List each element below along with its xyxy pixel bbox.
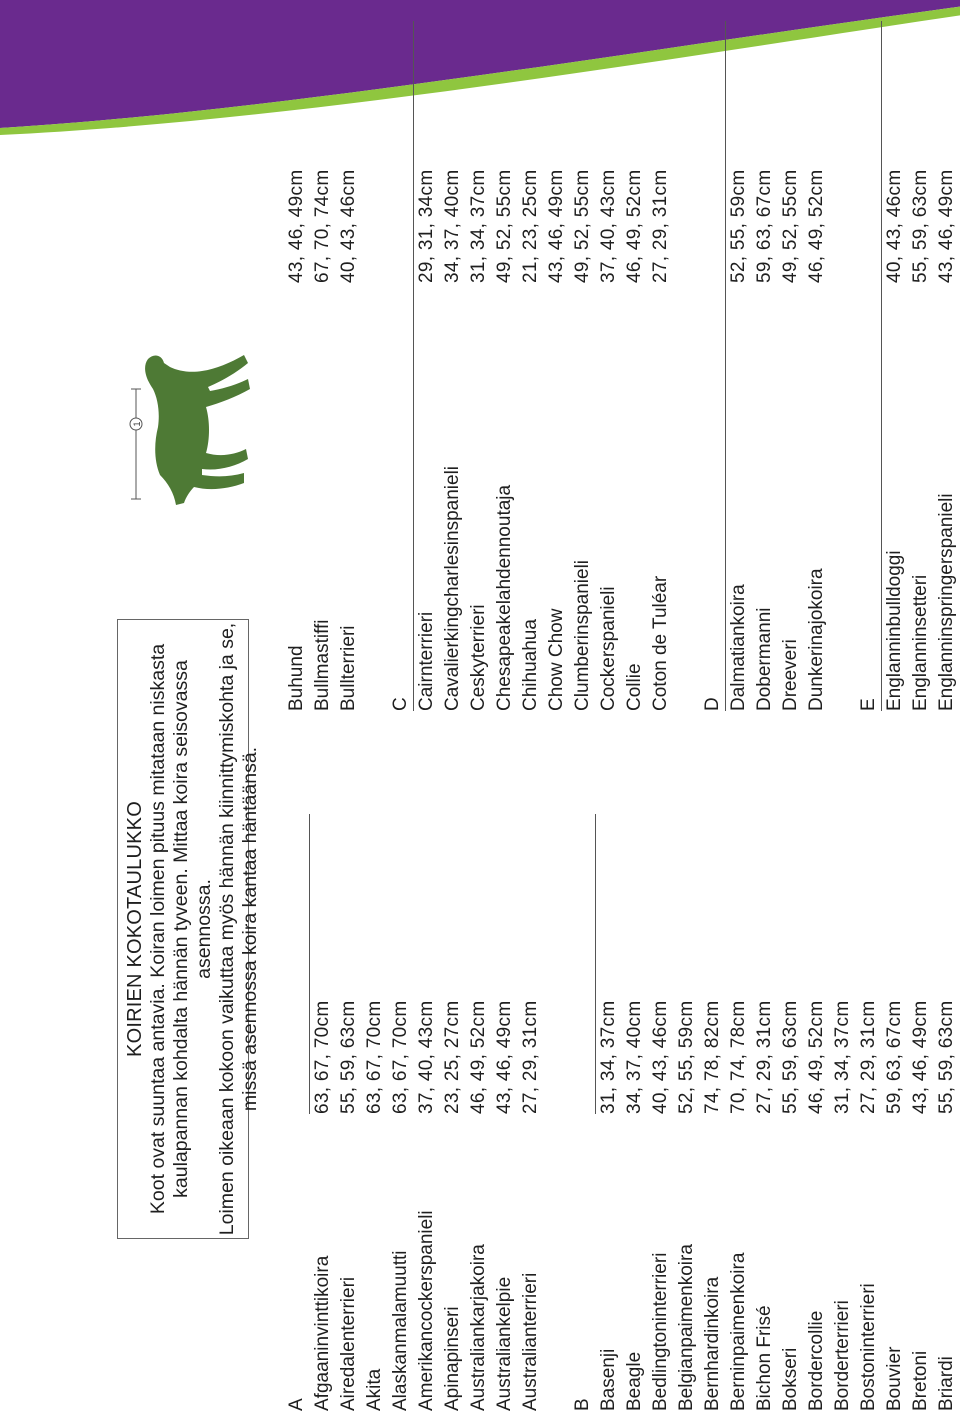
breed-name: Dobermanni (754, 607, 775, 711)
breed-row (518, 11, 544, 711)
breed-name: Cavalierkingcharlesinspanieli (442, 465, 463, 711)
info-box (117, 619, 261, 1239)
breed-name: Chihuahua (520, 619, 541, 711)
breed-row (830, 711, 856, 1411)
breed-size: 49, 52, 55cm (780, 169, 801, 283)
breed-name: Englanninspringerspanieli (936, 493, 957, 711)
breed-size: 46, 49, 52cm (806, 169, 827, 283)
breed-name: Bernhardinkoira (702, 1276, 723, 1411)
spacer (830, 11, 856, 711)
breed-size: 21, 23, 25cm (520, 169, 541, 283)
breed-size: 46, 49, 52cm (624, 169, 645, 283)
breed-size: 63, 67, 70cm (364, 1000, 385, 1114)
breed-row (596, 11, 622, 711)
spacer (544, 711, 570, 1411)
breed-name: Alaskanmalamuutti (390, 1250, 411, 1411)
breed-size: 74, 78, 82cm (702, 1000, 723, 1114)
breed-row (336, 11, 362, 711)
breed-size: 27, 29, 31cm (520, 1000, 541, 1114)
breed-row (934, 711, 960, 1411)
breed-row (310, 11, 336, 711)
breed-name: Bedlingtoninterrieri (650, 1252, 671, 1411)
breed-name: Dunkerinajokoira (806, 568, 827, 711)
breed-row (518, 711, 544, 1411)
breed-name: Cairnterrieri (416, 611, 437, 711)
breed-size: 55, 59, 63cm (780, 1000, 801, 1114)
breed-row (648, 11, 674, 711)
breed-name: Bostoninterrieri (858, 1283, 879, 1411)
breed-size: 59, 63, 67cm (754, 169, 775, 283)
breed-name: Ceskyterrieri (468, 604, 489, 711)
breed-row (622, 711, 648, 1411)
measure-marker-label: 1 (132, 421, 142, 427)
info-line-1: Koot ovat suuntaa antavia. Koiran loimen pituus mitataan niskasta (147, 643, 169, 1215)
breed-row (362, 711, 388, 1411)
breed-size: 27, 29, 31cm (650, 169, 671, 283)
breed-name: Bordercollie (806, 1310, 827, 1411)
breed-row (414, 711, 440, 1411)
breed-row (388, 711, 414, 1411)
breed-size: 63, 67, 70cm (390, 1000, 411, 1114)
breed-name: Bichon Frisé (754, 1305, 775, 1411)
breed-name: Amerikancockerspanieli (416, 1210, 437, 1411)
breed-size: 23, 25, 27cm (442, 1000, 463, 1114)
breed-row (570, 11, 596, 711)
breed-size: 31, 34, 37cm (832, 1000, 853, 1114)
breed-name: Beagle (624, 1351, 645, 1411)
breed-size: 27, 29, 31cm (754, 1000, 775, 1114)
breed-row (674, 711, 700, 1411)
breed-column-right (284, 11, 960, 711)
section-letter-row (388, 11, 414, 711)
breed-row (440, 711, 466, 1411)
section-letter: A (286, 1398, 307, 1411)
breed-name: Bokseri (780, 1347, 801, 1411)
breed-size: 55, 59, 63cm (910, 169, 931, 283)
breed-row (336, 711, 362, 1411)
breed-name: Clumberinspanieli (572, 559, 593, 711)
breed-row (752, 11, 778, 711)
breed-row (700, 711, 726, 1411)
breed-row (466, 11, 492, 711)
breed-size: 67, 70, 74cm (312, 169, 333, 283)
dog-silhouette (145, 355, 250, 505)
section-letter-row (570, 711, 596, 1411)
breed-row (440, 11, 466, 711)
breed-row (492, 11, 518, 711)
breed-row (726, 711, 752, 1411)
breed-name: Chesapeakelahdennoutaja (494, 484, 515, 711)
breed-name: Bullmastiffi (312, 619, 333, 711)
breed-size: 46, 49, 52cm (468, 1000, 489, 1114)
breed-name: Cockerspanieli (598, 586, 619, 711)
breed-name: Australiankelpie (494, 1276, 515, 1411)
breed-row (804, 711, 830, 1411)
breed-size: 43, 46, 49cm (286, 169, 307, 283)
breed-size: 55, 59, 63cm (936, 1000, 957, 1114)
breed-size: 49, 52, 55cm (572, 169, 593, 283)
breed-name: Coton de Tuléar (650, 575, 671, 711)
breed-size: 37, 40, 43cm (416, 1000, 437, 1114)
breed-row (752, 711, 778, 1411)
info-line-4: missä asennossa koira kantaa häntäänsä. (239, 746, 261, 1112)
breed-name: Afgaaninvinttikoira (312, 1255, 333, 1411)
chart-title: KOIRIEN KOKOTAULUKKO (124, 801, 146, 1057)
breed-column-left (284, 711, 960, 1411)
breed-name: Englanninsetteri (910, 574, 931, 711)
breed-row (648, 711, 674, 1411)
breed-name: Basenji (598, 1348, 619, 1411)
breed-row (934, 11, 960, 711)
breed-row (856, 711, 882, 1411)
breed-name: Dalmatiankoira (728, 584, 749, 711)
breed-name: Apinapinseri (442, 1306, 463, 1411)
breed-row (414, 11, 440, 711)
breed-size: 52, 55, 59cm (676, 1000, 697, 1114)
breed-row (778, 711, 804, 1411)
breed-row (544, 11, 570, 711)
breed-size: 49, 52, 55cm (494, 169, 515, 283)
breed-size: 43, 46, 49cm (910, 1000, 931, 1114)
breed-row (622, 11, 648, 711)
breed-size: 31, 34, 37cm (468, 169, 489, 283)
breed-size: 37, 40, 43cm (598, 169, 619, 283)
breed-name: Bretoni (910, 1350, 931, 1411)
breed-row (908, 11, 934, 711)
breed-row (778, 11, 804, 711)
breed-size: 70, 74, 78cm (728, 1000, 749, 1114)
breed-size: 43, 46, 49cm (936, 169, 957, 283)
breed-row (466, 711, 492, 1411)
breed-row (908, 711, 934, 1411)
breed-size: 46, 49, 52cm (806, 1000, 827, 1114)
section-letter: E (858, 698, 879, 711)
breed-size: 40, 43, 46cm (884, 169, 905, 283)
spacer (362, 11, 388, 711)
breed-size: 43, 46, 49cm (546, 169, 567, 283)
section-letter: D (702, 697, 723, 711)
breed-size: 34, 37, 40cm (442, 169, 463, 283)
breed-name: Dreeveri (780, 639, 801, 711)
breed-size: 34, 37, 40cm (624, 1000, 645, 1114)
breed-name: Chow Chow (546, 608, 567, 711)
breed-name: Briardi (936, 1356, 957, 1411)
info-line-3: Loimen oikeaan kokoon vaikuttaa myös hännän kiinnittymiskohta ja se, (216, 622, 238, 1236)
breed-name: Berninpaimenkoira (728, 1252, 749, 1411)
info-line-2: kaulapannan kohdalta hännän tyveen. Mittaa koira seisovassa asennossa. (170, 660, 215, 1198)
breed-row (492, 711, 518, 1411)
breed-size: 43, 46, 49cm (494, 1000, 515, 1114)
breed-size: 31, 34, 37cm (598, 1000, 619, 1114)
breed-size: 40, 43, 46cm (338, 169, 359, 283)
breed-size: 52, 55, 59cm (728, 169, 749, 283)
breed-name: Australianterrieri (520, 1272, 541, 1411)
section-letter-row (284, 711, 310, 1411)
breed-size: 40, 43, 46cm (650, 1000, 671, 1114)
breed-size: 27, 29, 31cm (858, 1000, 879, 1114)
breed-name: Buhund (286, 645, 307, 711)
breed-size: 59, 63, 67cm (884, 1000, 905, 1114)
breed-row (284, 11, 310, 711)
breed-row (310, 711, 336, 1411)
dog-measurement-illustration (98, 339, 263, 539)
breed-size: 63, 67, 70cm (312, 1000, 333, 1114)
breed-row (882, 711, 908, 1411)
section-letter: B (572, 1398, 593, 1411)
spacer (674, 11, 700, 711)
breed-row (596, 711, 622, 1411)
breed-size: 55, 59, 63cm (338, 1000, 359, 1114)
breed-name: Airedalenterrieri (338, 1276, 359, 1411)
breed-name: Englanninbulldoggi (884, 550, 905, 711)
breed-name: Bullterrieri (338, 625, 359, 711)
section-letter-row (700, 11, 726, 711)
breed-name: Bouvier (884, 1346, 905, 1411)
breed-row (804, 11, 830, 711)
breed-size: 29, 31, 34cm (416, 169, 437, 283)
section-letter-row (856, 11, 882, 711)
breed-row (726, 11, 752, 711)
breed-name: Borderterrieri (832, 1300, 853, 1411)
breed-name: Akita (364, 1368, 385, 1411)
breed-name: Belgianpaimenkoira (676, 1244, 697, 1411)
breed-row (882, 11, 908, 711)
breed-name: Collie (624, 663, 645, 711)
section-letter: C (390, 697, 411, 711)
breed-name: Australiankarjakoira (468, 1244, 489, 1411)
